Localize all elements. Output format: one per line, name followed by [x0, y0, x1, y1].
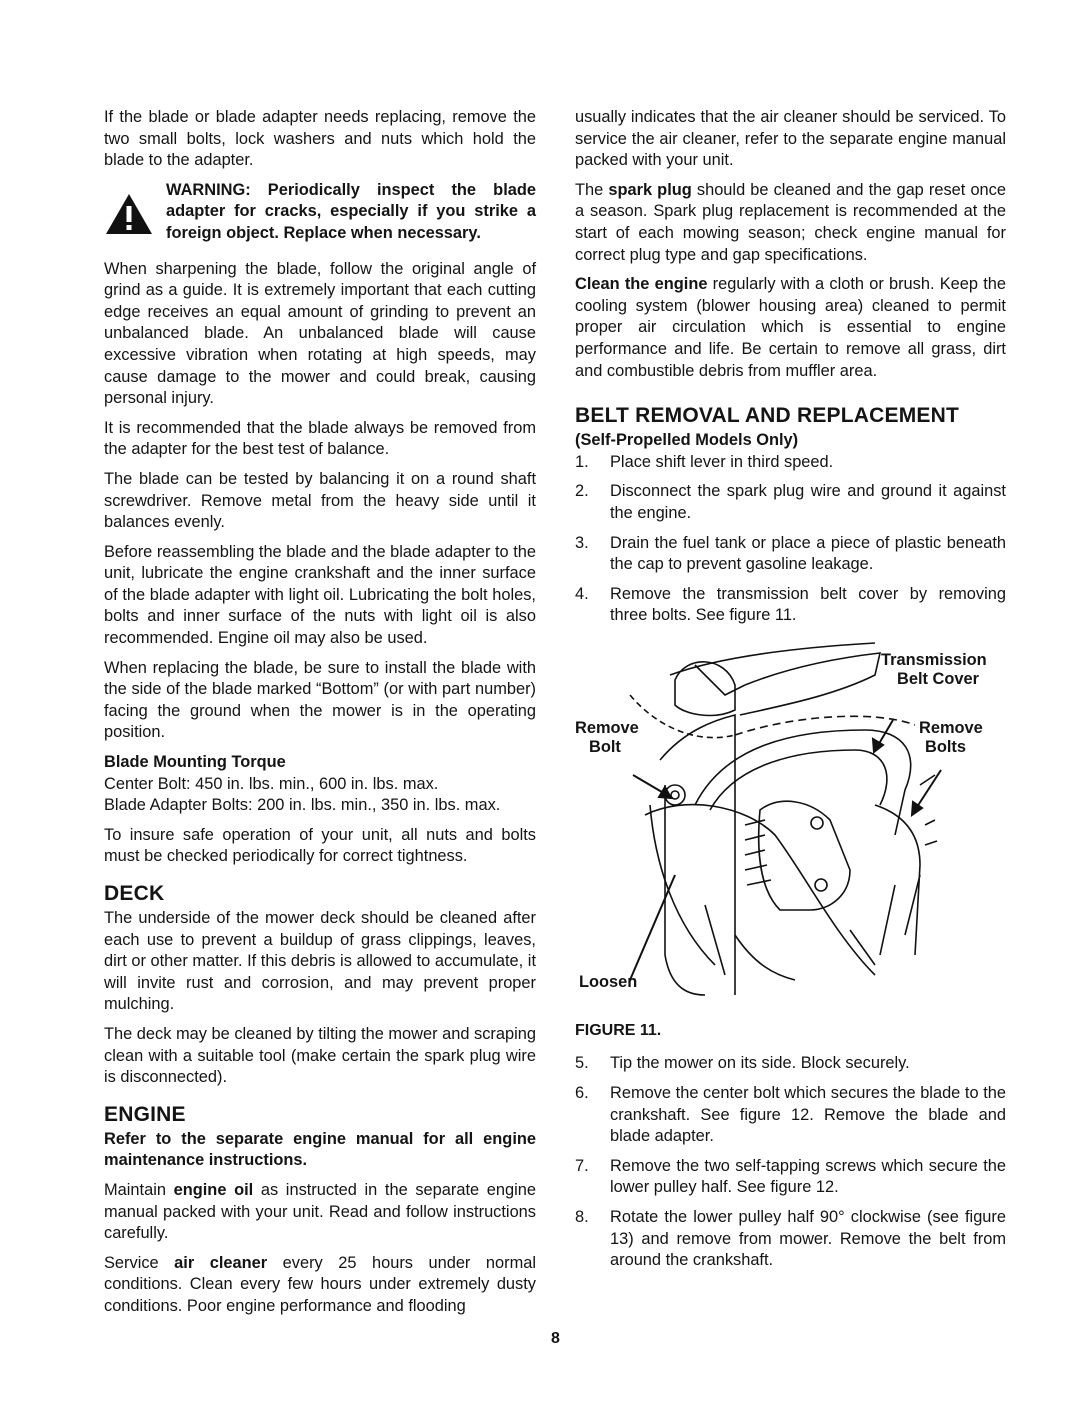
torque-center-bolt: Center Bolt: 450 in. lbs. min., 600 in. lbs. max. [104, 774, 439, 793]
label-loosen: Loosen [579, 972, 638, 991]
step-number: 5. [575, 1054, 589, 1073]
warning-text: WARNING: Periodically inspect the blade adapter for cracks, especially if you strike a foreign object. Replace when necessary. [166, 180, 536, 242]
step-text: Rotate the lower pulley half 90° clockwise (see figure 13) and remove from mower. Remove the belt from around the crankshaft. [610, 1208, 1006, 1270]
page-number: 8 [551, 1330, 560, 1347]
belt-diagram [575, 635, 1006, 1020]
step-number: 1. [575, 452, 589, 471]
replacing-blade-paragraph: When replacing the blade, be sure to install the blade with the side of the blade marked “Bottom” (or with part number) facing the ground when the mower is in the operating position. [104, 658, 536, 742]
reassembly-paragraph: Before reassembling the blade and the blade adapter to the unit, lubricate the engine crankshaft and the inner surface of the blade adapter with light oil. Lubricating the bolt holes, bolts and inner surface of the nuts with light oil is also recommended. Engine oil may also be used. [104, 542, 536, 648]
step-item [575, 481, 1006, 524]
step-text: Place shift lever in third speed. [610, 452, 834, 471]
steps-list-b [575, 1053, 1006, 1271]
blade-replace-paragraph: If the blade or blade adapter needs replacing, remove the two small bolts, lock washers and nuts which hold the blade to the adapter. [104, 108, 536, 170]
warning-block [104, 180, 536, 245]
step-number: 6. [575, 1084, 589, 1103]
step-text: Drain the fuel tank or place a piece of plastic beneath the cap to prevent gasoline leakage. [610, 533, 1006, 574]
step-item [575, 1053, 1006, 1075]
safe-operation-paragraph: To insure safe operation of your unit, all nuts and bolts must be checked periodically for correct tightness. [104, 825, 536, 866]
figure-11 [575, 635, 1006, 1020]
step-text: Disconnect the spark plug wire and ground it against the engine. [610, 482, 1006, 522]
step-item [575, 1156, 1006, 1199]
figure-caption: FIGURE 11. [575, 1021, 662, 1039]
step-number: 2. [575, 482, 589, 501]
deck-paragraph-2: The deck may be cleaned by tilting the mower and scraping clean with a suitable tool (make certain the spark plug wire is disconnected). [104, 1024, 536, 1087]
belt-heading: BELT REMOVAL AND REPLACEMENT [575, 404, 959, 428]
clean-engine-paragraph: Clean the engine regularly with a cloth or brush. Keep the cooling system (blower housing area) cleaned to permit proper air circulation which is essential to engine performance and life. Be certain to remove all grass, dirt and combustible debris from muffler area. [575, 275, 1006, 380]
torque-adapter-bolts: Blade Adapter Bolts: 200 in. lbs. min., 350 in. lbs. max. [104, 796, 501, 815]
step-text: Remove the two self-tapping screws which secure the lower pulley half. See figure 12. [610, 1156, 1006, 1197]
spark-plug-paragraph: The spark plug should be cleaned and the gap reset once a season. Spark plug replacement is recommended at the start of each mowing season; check engine manual for correct plug type and gap specifications. [575, 180, 1006, 264]
label-remove-bolt: Remove Bolt [575, 718, 639, 756]
torque-heading: Blade Mounting Torque [104, 753, 286, 772]
step-number: 8. [575, 1208, 589, 1227]
step-text: Tip the mower on its side. Block securely. [610, 1054, 910, 1073]
step-item [575, 452, 1006, 474]
step-item [575, 1083, 1006, 1148]
deck-paragraph-1: The underside of the mower deck should be cleaned after each use to prevent a buildup of grass clippings, leaves, dirt or other matter. If this debris is allowed to accumulate, it will invite rust and corrosion, and may prevent proper mulching. [104, 909, 536, 1014]
step-item [575, 533, 1006, 576]
air-cleaner-paragraph: Service air cleaner every 25 hours under normal conditions. Clean every few hours under extremely dusty conditions. Poor engine performance and flooding [104, 1253, 536, 1315]
balance-paragraph: It is recommended that the blade always be removed from the adapter for the best test of balance. [104, 418, 536, 459]
step-item [575, 1207, 1006, 1272]
steps-list-a [575, 452, 1006, 627]
right-column [575, 107, 1006, 1280]
sharpening-paragraph: When sharpening the blade, follow the original angle of grind as a guide. It is extremely important that each cutting edge receives an equal amount of grinding to prevent an unbalanced blade. An unbalanced blade will cause excessive vibration when rotating at high speeds, may cause damage to the mower and could break, causing personal injury. [104, 259, 536, 408]
step-text: Remove the transmission belt cover by removing three bolts. See figure 11. [610, 584, 1006, 625]
step-number: 3. [575, 533, 589, 552]
label-remove-bolts: Remove Bolts [919, 718, 983, 756]
left-column [104, 107, 536, 1326]
step-number: 7. [575, 1156, 589, 1175]
step-text: Remove the center bolt which secures the blade to the crankshaft. See figure 12. Remove the blade and blade adapter. [610, 1084, 1006, 1146]
balance-test-paragraph: The blade can be tested by balancing it on a round shaft screwdriver. Remove metal from the heavy side until it balances evenly. [104, 469, 536, 532]
step-item [575, 584, 1006, 627]
engine-heading: ENGINE [104, 1102, 186, 1126]
engine-manual-reference: Refer to the separate engine manual for all engine maintenance instructions. [104, 1129, 536, 1170]
label-transmission-belt-cover: Transmission Belt Cover [881, 650, 987, 688]
warning-icon [104, 180, 166, 243]
air-cleaner-continued: usually indicates that the air cleaner should be serviced. To service the air cleaner, refer to the separate engine manual packed with your unit. [575, 108, 1006, 170]
deck-heading: DECK [104, 882, 165, 905]
engine-oil-paragraph: Maintain engine oil as instructed in the separate engine manual packed with your unit. Read and follow instructions carefully. [104, 1180, 536, 1243]
step-number: 4. [575, 584, 589, 603]
belt-subheading: (Self-Propelled Models Only) [575, 431, 799, 450]
